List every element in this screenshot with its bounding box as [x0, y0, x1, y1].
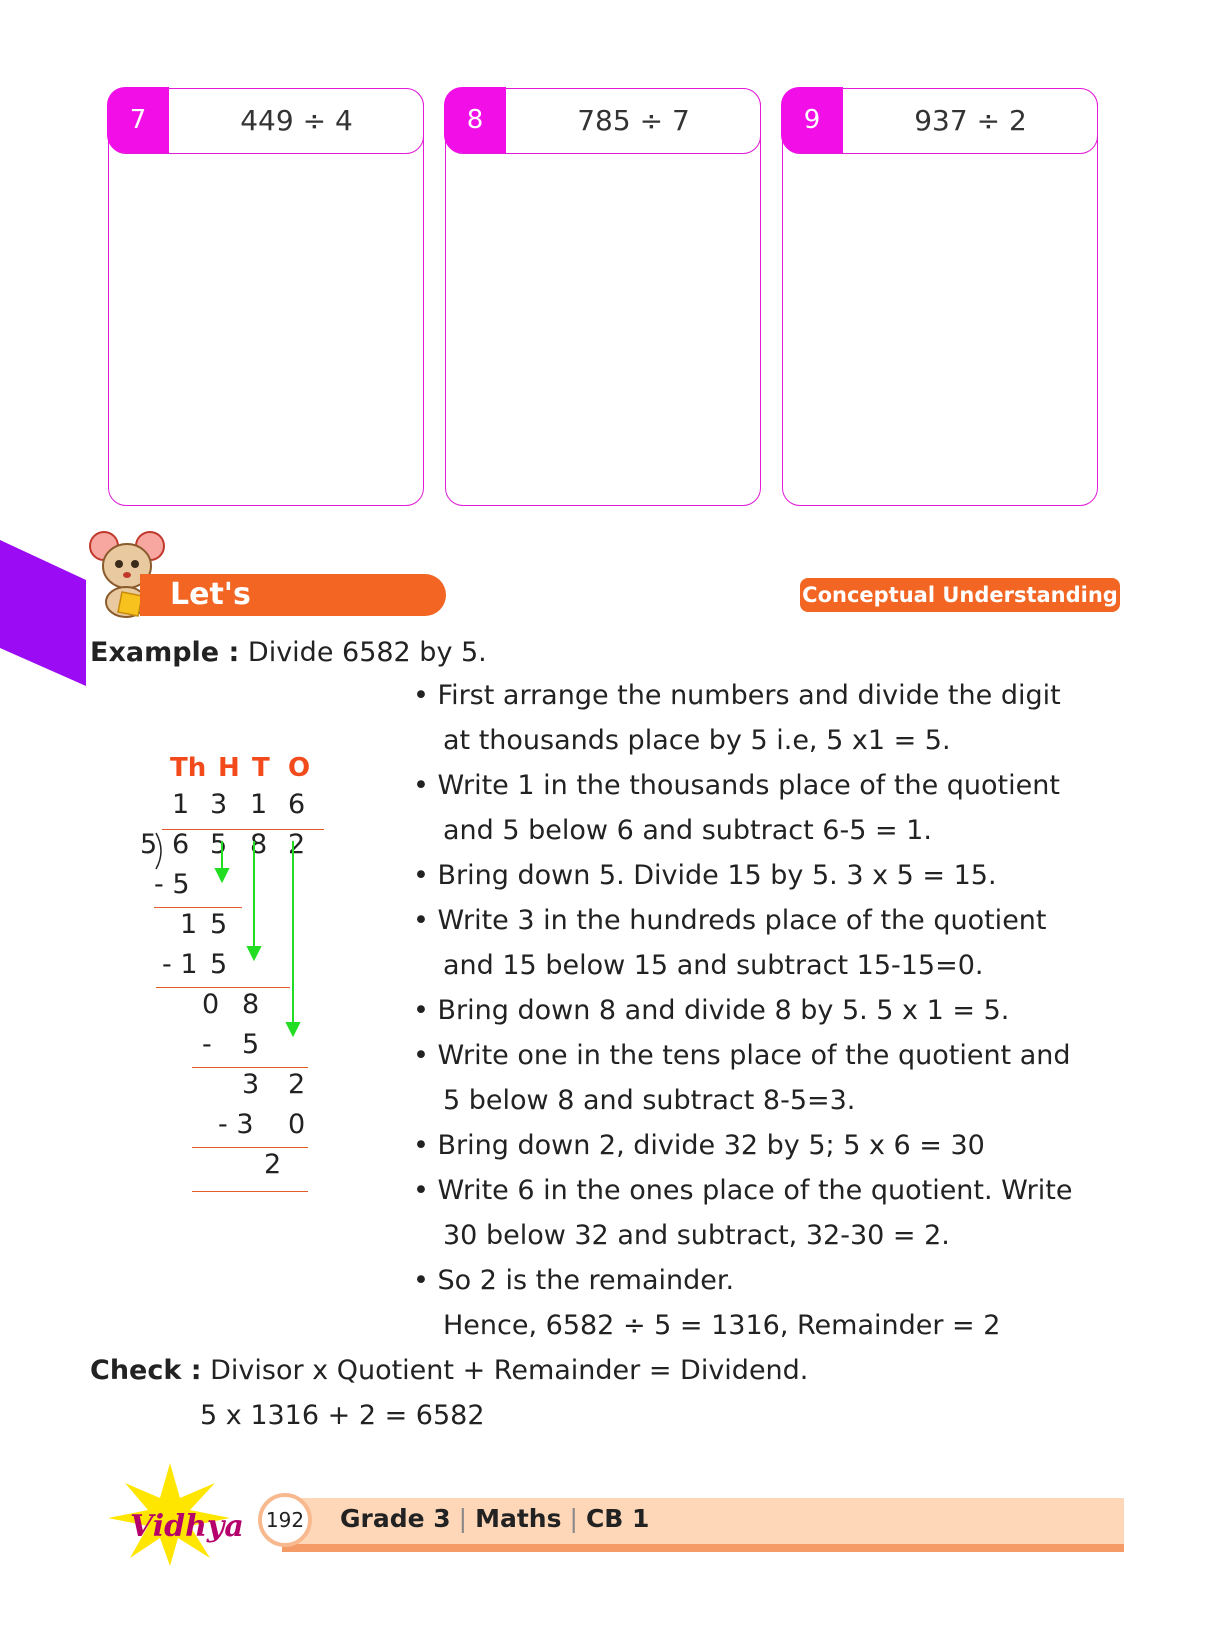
- exercise-box-7: [108, 88, 424, 506]
- step-value: 5: [242, 1029, 260, 1060]
- footer-text: Grade 3 | Maths | CB 1: [340, 1504, 650, 1533]
- exercise-box-9: [782, 88, 1098, 506]
- footer-accent-line: [282, 1544, 1124, 1552]
- quotient-digit: 1: [250, 789, 268, 820]
- dividend-digit: 8: [250, 829, 268, 860]
- step-text: 30 below 32 and subtract, 32-30 = 2.: [443, 1220, 950, 1251]
- quotient-digit: 1: [172, 789, 190, 820]
- step-text: • Bring down 2, divide 32 by 5; 5 x 6 = 30: [413, 1130, 985, 1161]
- subtraction-line: [192, 1147, 308, 1148]
- step-text: • Bring down 8 and divide 8 by 5. 5 x 1 = 5.: [413, 995, 1010, 1026]
- step-text: • Write 1 in the thousands place of the quotient: [413, 770, 1060, 801]
- step-text: • First arrange the numbers and divide the digit: [413, 680, 1061, 711]
- place-header-o: O: [288, 753, 311, 783]
- subtraction-line: [192, 1191, 308, 1192]
- bring-down-arrows: [130, 745, 360, 1045]
- place-header-th: Th: [170, 753, 207, 783]
- logo-text: Vidhya: [130, 1509, 244, 1544]
- dividend-digit: 5: [210, 829, 228, 860]
- exercise-header: [782, 88, 1098, 154]
- step-value: 3: [242, 1069, 260, 1100]
- step-value: 0: [288, 1109, 306, 1140]
- check-label: Check :: [90, 1355, 202, 1386]
- footer-grade: Grade 3: [340, 1504, 451, 1533]
- quotient-digit: 6: [288, 789, 306, 820]
- conclusion-text: Hence, 6582 ÷ 5 = 1316, Remainder = 2: [443, 1310, 1001, 1341]
- step-text: and 15 below 15 and subtract 15-15=0.: [443, 950, 984, 981]
- quotient-digit: 3: [210, 789, 228, 820]
- conceptual-understanding-tag: Conceptual Understanding: [800, 578, 1120, 612]
- example-label: Example :: [90, 637, 240, 668]
- subtraction-line: [192, 1067, 308, 1068]
- arrow-head: [216, 869, 228, 881]
- check-equation: 5 x 1316 + 2 = 6582: [200, 1400, 485, 1431]
- step-text: • Bring down 5. Divide 15 by 5. 3 x 5 = 15.: [413, 860, 997, 891]
- step-text: 5 below 8 and subtract 8-5=3.: [443, 1085, 856, 1116]
- exercise-expression: 449 ÷ 4: [240, 103, 353, 137]
- step-value: 5: [210, 909, 228, 940]
- step-text: • So 2 is the remainder.: [413, 1265, 735, 1296]
- step-value: - 3: [218, 1109, 254, 1140]
- footer-book: CB 1: [585, 1504, 650, 1533]
- step-value: 2: [288, 1069, 306, 1100]
- step-text: • Write 3 in the hundreds place of the quotient: [413, 905, 1047, 936]
- dividend-digit: 2: [288, 829, 306, 860]
- step-value: - 5: [154, 869, 190, 900]
- arrow-head: [287, 1023, 299, 1035]
- exercise-header: [445, 88, 761, 154]
- step-value: - 1: [162, 949, 198, 980]
- check-text: Divisor x Quotient + Remainder = Dividend.: [210, 1355, 809, 1386]
- exercise-number: 8: [444, 87, 506, 153]
- footer-subject: Maths: [475, 1504, 562, 1533]
- step-value: 8: [242, 989, 260, 1020]
- arrow-head: [248, 947, 260, 959]
- step-value: 1: [180, 909, 198, 940]
- page-number: 192: [258, 1493, 312, 1547]
- step-text: • Write 6 in the ones place of the quotient. Write: [413, 1175, 1073, 1206]
- section-title-pill: Let's Understand: [140, 574, 446, 616]
- step-value: -: [202, 1029, 212, 1060]
- remainder-value: 2: [264, 1149, 282, 1180]
- place-header-h: H: [218, 753, 240, 783]
- exercise-box-8: [445, 88, 761, 506]
- example-line: [90, 637, 487, 668]
- long-division: [130, 745, 360, 1205]
- divisor: 5: [140, 829, 158, 860]
- dividend-digit: 6: [172, 829, 190, 860]
- exercise-number: 9: [781, 87, 843, 153]
- place-header-t: T: [252, 753, 270, 783]
- exercise-number: 7: [107, 87, 169, 153]
- step-value: 0: [202, 989, 220, 1020]
- vidhya-logo: [90, 1458, 270, 1568]
- side-tab-decoration: [0, 540, 90, 690]
- step-value: 5: [210, 949, 228, 980]
- check-line: [90, 1355, 808, 1386]
- step-text: and 5 below 6 and subtract 6-5 = 1.: [443, 815, 932, 846]
- example-text: Divide 6582 by 5.: [247, 637, 487, 668]
- exercise-header: [108, 88, 424, 154]
- exercise-expression: 785 ÷ 7: [577, 103, 690, 137]
- step-text: at thousands place by 5 i.e, 5 x1 = 5.: [443, 725, 951, 756]
- exercise-expression: 937 ÷ 2: [914, 103, 1027, 137]
- step-text: • Write one in the tens place of the quotient and: [413, 1040, 1071, 1071]
